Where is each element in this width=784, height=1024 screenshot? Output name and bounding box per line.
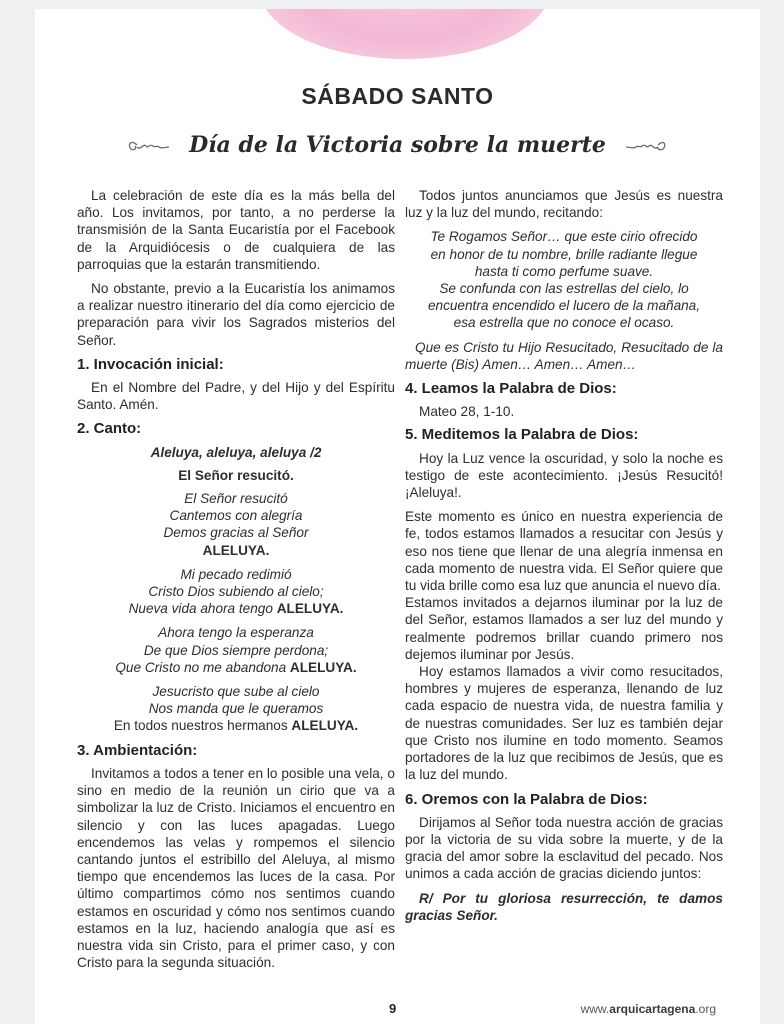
song-line: Cristo Dios subiendo al cielo; bbox=[148, 584, 324, 600]
invocacion-text: En el Nombre del Padre, y del Hijo y del Espíritu Santo. Amén. bbox=[77, 380, 395, 413]
section-heading-meditemos: 5. Meditemos la Palabra de Dios: bbox=[405, 426, 639, 444]
section-heading-leamos: 4. Leamos la Palabra de Dios: bbox=[405, 380, 617, 398]
meditation-paragraph: Este momento es único en nuestra experiencia de fe, todos estamos llamados a resucitar con Jesús y eso nos tiene que llenar de una alegría inmensa en cada momento de nuestra vida. El Señor quiere que tu vida brille como esa luz que anuncia el nuevo día. bbox=[405, 509, 723, 594]
meditation-paragraph: Hoy estamos llamados a vivir como resucitados, hombres y mujeres de esperanza, llenando de luz cada espacio de nuestra vida, de nuestra familia y de nuestras comunidades. Ser luz es también dejar que Cristo nos ilumine en todo momento. Seamos portadores de la luz que recibimos de Jesús, que es la luz del mundo. bbox=[405, 664, 723, 783]
song-line: En todos nuestros hermanos bbox=[113, 718, 288, 734]
page-subtitle: Día de la Victoria sobre la muerte bbox=[189, 132, 606, 158]
subtitle-row bbox=[35, 127, 760, 163]
song-stanza bbox=[77, 683, 395, 735]
song-stanza bbox=[77, 566, 395, 618]
prayer-line: hasta ti como perfume suave. bbox=[474, 263, 654, 279]
song-chorus: Aleluya, aleluya, aleluya /2 bbox=[150, 444, 322, 460]
song-line: Nos manda que le queramos bbox=[148, 701, 324, 717]
song-line: El Señor resucitó bbox=[184, 491, 288, 507]
section-heading-invocacion: 1. Invocación inicial: bbox=[77, 355, 224, 373]
song-line: De que Dios siempre perdona; bbox=[143, 642, 329, 658]
meditation-paragraph: Hoy la Luz vence la oscuridad, y solo la noche es testigo de este acontecimiento. ¡Jesús Resucitó! ¡Aleluya!. bbox=[405, 450, 723, 501]
date-banner bbox=[260, 9, 550, 59]
prayer-line: encuentra encendido el lucero de la mañana, bbox=[427, 298, 701, 314]
prayer-ending: Que es Cristo tu Hijo Resucitado, Resucitado de la muerte (Bis) Amen… Amen… Amen… bbox=[405, 339, 723, 372]
response-text: R/ Por tu gloriosa resurrección, te damos gracias Señor. bbox=[405, 890, 723, 923]
document-page bbox=[35, 9, 760, 1024]
song-line: Nueva vida ahora tengo bbox=[128, 601, 273, 617]
page-number: 9 bbox=[389, 1001, 397, 1016]
oremos-text: Dirijamos al Señor toda nuestra acción de gracias por la victoria de su vida sobre la muerte, y de la gracia del amor sobre la esclavitud del pecado. Nos unimos a cada acción de gracias diciendo juntos: bbox=[405, 814, 723, 882]
song-line: Mi pecado redimió bbox=[180, 566, 292, 582]
section-heading-ambientacion: 3. Ambientación: bbox=[77, 741, 198, 759]
right-column bbox=[405, 187, 723, 931]
prayer-line: en honor de tu nombre, brille radiante llegue bbox=[430, 246, 698, 262]
ambientacion-text: Invitamos a todos a tener en lo posible una vela, o sino en medio de la reunión un cirio que va a simbolizar la luz de Cristo. Iniciamos el encuentro en silencio y con las luces apagadas. Luego encendemos las velas y rompemos el silencio cantando juntos el estribillo del Aleluya, al mismo tiempo que encendemos las luces de la casa. Por último compartimos cómo nos sentimos cuando estamos en oscuridad y cómo nos sentimos cuando estamos en la luz, haciendo analogía que así es nuestra vida sin Cristo, para el primer caso, y con Cristo para la segunda situación. bbox=[77, 765, 395, 971]
prayer-block bbox=[405, 228, 723, 331]
intro-paragraph: No obstante, previo a la Eucaristía los animamos a realizar nuestro itinerario del día como ejercicio de preparación para vivir los Sagrados misterios del Señor. bbox=[77, 281, 395, 348]
song-alleluia: ALELUYA. bbox=[291, 718, 359, 734]
song-line: Jesucristo que sube al cielo bbox=[152, 684, 320, 700]
flourish-right-icon bbox=[624, 135, 670, 155]
prayer-line: Te Rogamos Señor… que este cirio ofrecido bbox=[430, 229, 698, 245]
song-alleluia: ALELUYA. bbox=[276, 601, 344, 617]
song-stanza bbox=[77, 624, 395, 676]
section-heading-oremos: 6. Oremos con la Palabra de Dios: bbox=[405, 790, 648, 808]
song-stanza bbox=[77, 490, 395, 559]
recitation-intro: Todos juntos anunciamos que Jesús es nuestra luz y la luz del mundo, recitando: bbox=[405, 188, 723, 221]
website-name: arquicartagena bbox=[609, 1002, 696, 1016]
meditation-paragraph: Estamos invitados a dejarnos iluminar por la luz de del Señor, estamos llamados a ser luz del mundo y realmente podremos brillar cuando primero nos dejemos iluminar por Jesús. bbox=[405, 595, 723, 662]
song-line: Que Cristo no me abandona bbox=[115, 659, 287, 675]
scripture-reference: Mateo 28, 1-10. bbox=[419, 404, 515, 420]
section-heading-canto: 2. Canto: bbox=[77, 420, 142, 438]
website-suffix: .org bbox=[695, 1002, 716, 1016]
page-title: SÁBADO SANTO bbox=[301, 83, 494, 109]
left-column bbox=[77, 187, 395, 978]
song-line: Ahora tengo la esperanza bbox=[158, 625, 314, 641]
song-alleluia: ALELUYA. bbox=[202, 542, 270, 558]
flourish-left-icon bbox=[125, 135, 171, 155]
website-link[interactable] bbox=[581, 1002, 716, 1016]
song-line: Demos gracias al Señor bbox=[163, 525, 309, 541]
intro-paragraph: La celebración de este día es la más bella del año. Los invitamos, por tanto, a no perderse la transmisión de la Santa Eucaristía por el Facebook de la Arquidiócesis o de cualquiera de las parroquias que la estarán transmitiendo. bbox=[77, 188, 395, 272]
song-chorus-line2: El Señor resucitó. bbox=[178, 467, 294, 483]
prayer-line: esa estrella que no conoce el ocaso. bbox=[453, 315, 675, 331]
song-alleluia: ALELUYA. bbox=[289, 659, 357, 675]
website-prefix: www. bbox=[580, 1002, 610, 1016]
song-line: Cantemos con alegría bbox=[169, 508, 303, 524]
prayer-line: Se confunda con las estrellas del cielo, lo bbox=[439, 281, 689, 297]
